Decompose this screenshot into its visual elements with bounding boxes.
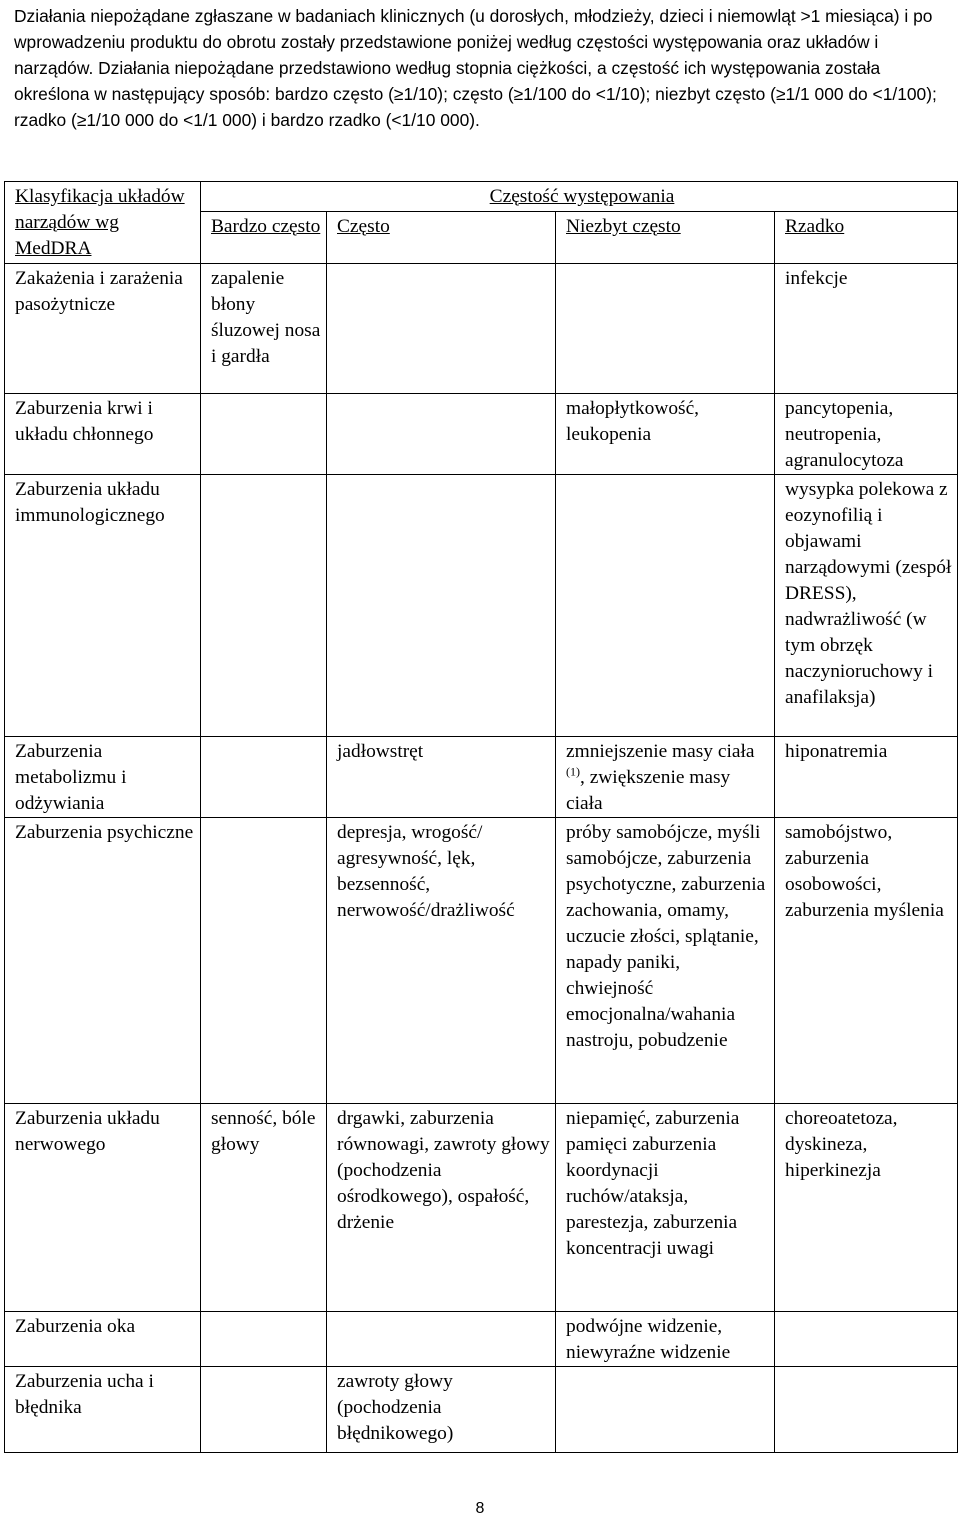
uncommon-text-continued: , zwiększenie masy ciała — [566, 767, 731, 814]
common-cell — [327, 264, 556, 394]
footnote-marker: (1) — [566, 764, 580, 779]
table-row — [5, 1312, 958, 1367]
table-row — [5, 1367, 958, 1453]
rare-cell — [775, 1367, 958, 1453]
header-organ-class: Klasyfikacja układów narządów wg MedDRA — [5, 182, 201, 264]
common-cell: drgawki, zaburzenia równowagi, zawroty głowy (pochodzenia ośrodkowego), ospałość, drżenie — [327, 1104, 556, 1312]
very-common-cell — [201, 1367, 327, 1453]
header-rare: Rzadko — [775, 212, 958, 264]
uncommon-cell — [556, 737, 775, 818]
page-number: 8 — [475, 1500, 485, 1517]
table-row — [5, 1104, 958, 1312]
organ-class-cell: Zaburzenia ucha i błędnika — [5, 1367, 201, 1453]
header-common: Często — [327, 212, 556, 264]
uncommon-cell: podwójne widzenie, niewyraźne widzenie — [556, 1312, 775, 1367]
very-common-cell: senność, bóle głowy — [201, 1104, 327, 1312]
uncommon-cell: niepamięć, zaburzenia pamięci zaburzenia koordynacji ruchów/ataksja, parestezja, zaburzenia koncentracji uwagi — [556, 1104, 775, 1312]
organ-class-cell: Zaburzenia układu nerwowego — [5, 1104, 201, 1312]
uncommon-cell — [556, 1367, 775, 1453]
organ-class-cell: Zaburzenia metabolizmu i odżywiania — [5, 737, 201, 818]
rare-cell: pancytopenia, neutropenia, agranulocytoza — [775, 394, 958, 475]
common-cell: depresja, wrogość/ agresywność, lęk, bezsenność, nerwowość/drażliwość — [327, 818, 556, 1104]
uncommon-text: zmniejszenie masy ciała — [566, 741, 755, 762]
table-row — [5, 264, 958, 394]
uncommon-cell: małopłytkowość, leukopenia — [556, 394, 775, 475]
common-cell — [327, 475, 556, 737]
organ-class-cell: Zaburzenia układu immunologicznego — [5, 475, 201, 737]
organ-class-cell: Zaburzenia psychiczne — [5, 818, 201, 1104]
header-very-common: Bardzo często — [201, 212, 327, 264]
common-cell — [327, 394, 556, 475]
rare-cell: samobójstwo, zaburzenia osobowości, zaburzenia myślenia — [775, 818, 958, 1104]
very-common-cell — [201, 394, 327, 475]
rare-cell — [775, 1312, 958, 1367]
organ-class-cell: Zaburzenia krwi i układu chłonnego — [5, 394, 201, 475]
adverse-reactions-table — [4, 181, 958, 1453]
organ-class-cell: Zakażenia i zarażenia pasożytnicze — [5, 264, 201, 394]
very-common-cell — [201, 1312, 327, 1367]
table-header-row — [5, 182, 958, 212]
organ-class-cell: Zaburzenia oka — [5, 1312, 201, 1367]
rare-cell: hiponatremia — [775, 737, 958, 818]
table-row — [5, 818, 958, 1104]
very-common-cell — [201, 475, 327, 737]
table-row — [5, 394, 958, 475]
intro-paragraph: Działania niepożądane zgłaszane w badaniach klinicznych (u dorosłych, młodzieży, dzieci i niemowląt >1 miesiąca) i po wprowadzeniu produktu do obrotu zostały przedstawione poniżej według częstości występowania oraz układów i narządów. Działania niepożądane przedstawiono według stopnia ciężkości, a częstość ich występowania została określona w następujący sposób: bardzo często (≥1/10); często (≥1/100 do <1/10); niezbyt często (≥1/1 000 do <1/100); rzadko (≥1/10 000 do <1/1 000) i bardzo rzadko (<1/10 000). — [14, 6, 937, 130]
rare-cell: infekcje — [775, 264, 958, 394]
table-row — [5, 737, 958, 818]
uncommon-cell — [556, 475, 775, 737]
header-uncommon: Niezbyt często — [556, 212, 775, 264]
header-frequency: Częstość występowania — [201, 182, 958, 212]
common-cell: jadłowstręt — [327, 737, 556, 818]
very-common-cell — [201, 818, 327, 1104]
very-common-cell: zapalenie błony śluzowej nosa i gardła — [201, 264, 327, 394]
uncommon-cell — [556, 264, 775, 394]
table-row — [5, 475, 958, 737]
common-cell — [327, 1312, 556, 1367]
rare-cell: wysypka polekowa z eozynofilią i objawami narządowymi (zespół DRESS), nadwrażliwość (w tym obrzęk naczynioruchowy i anafilaksja) — [775, 475, 958, 737]
rare-cell: choreoatetoza, dyskineza, hiperkinezja — [775, 1104, 958, 1312]
uncommon-cell: próby samobójcze, myśli samobójcze, zaburzenia psychotyczne, zaburzenia zachowania, omamy, uczucie złości, splątanie, napady paniki, chwiejność emocjonalna/wahania nastroju, pobudzenie — [556, 818, 775, 1104]
common-cell: zawroty głowy (pochodzenia błędnikowego) — [327, 1367, 556, 1453]
very-common-cell — [201, 737, 327, 818]
